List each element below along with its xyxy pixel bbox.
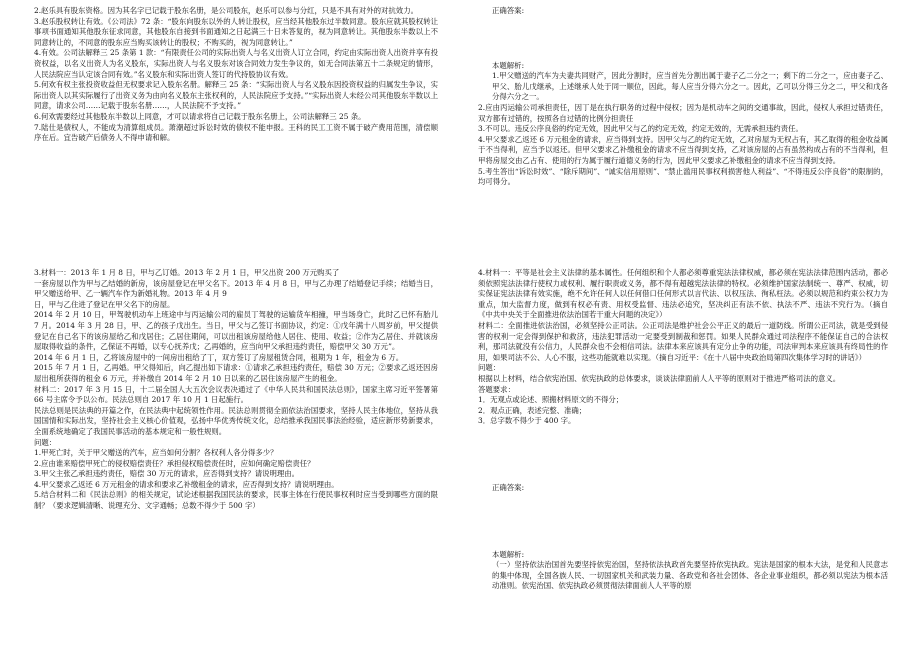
questions-heading: 问题： xyxy=(34,437,57,447)
text-paragraph: 2.应由丙运输公司承担责任，因丁是在执行职务的过程中侵权；因为是机动车之间的交通事故，因此，侵权人承担过错责任，双方都有过错的，按照各自过错的比例分担责任 xyxy=(478,102,888,123)
text-paragraph: 5.何欢有权主张投资收益但无权要求记入股东名册。解释三 25 条：“实际出资人与名义股东因投资权益的归属发生争议，实际出资人以其实际履行了出资义务为由向名义股东主张权利的，人民法院应予支持。”“实际出资人未经公司其他股东半数以上同意，请求公司……记载于股东名册……，人民法院不予支持。” xyxy=(34,80,438,111)
question-4-material xyxy=(478,268,888,648)
requirement-item: 1．无观点或论述、照搬材料原文的不得分； xyxy=(478,395,624,405)
text-paragraph: （一）坚持依法治国首先要坚持依宪治国，坚持依法执政首先要坚持依宪执政。宪法是国家的根本大法，是党和人民意志的集中体现，全国各族人民、一切国家机关和武装力量、各政党和各社会团体、各企业事业组织，都必须以宪法为根本活动准则。依宪治国、依宪执政必须贯彻法律面前人人平等的原 xyxy=(492,560,888,591)
question-item: 2.应由谁来赔偿甲死亡的侵权赔偿责任？承担侵权赔偿责任时，应如何确定赔偿责任？ xyxy=(34,458,315,468)
text-paragraph: 材料二：全面推进依法治国，必须坚持公正司法。公正司法是维护社会公平正义的最后一道防线。所谓公正司法，就是受到侵害的权利一定会得到保护和救济，违法犯罪活动一定要受到制裁和惩罚。如果人民群众通过司法程序不能保证自己的合法权利，那司法就没有公信力，人民群众也不会相信司法。法律本来应该具有定分止争的功能，司法审判本来应该具有终局性的作用，如果司法不公、人心不服，这些功能就难以实现。（摘自习近平：《在十八届中央政治局第四次集体学习时的讲话》） xyxy=(478,320,888,362)
text-paragraph: 3.材料一：2013 年 1 月 8 日，甲与乙订婚。2013 年 2 月 1 日，甲父出资 200 万元购买了 xyxy=(34,268,340,277)
text-paragraph: 4.材料一：平等是社会主义法律的基本属性。任何组织和个人都必须尊重宪法法律权威，都必须在宪法法律范围内活动，都必须依照宪法法律行使权力或权利、履行职责或义务，都不得有超越宪法法律的特权。必须维护国家法制统一、尊严、权威，切实保证宪法法律有效实施，绝不允许任何人以任何借口任何形式以言代法、以权压法、徇私枉法。必须以规范和约束公权力为重点，加大监督力度，做到有权必有责、用权受监督、违法必追究，坚决纠正有法不依、执法不严、违法不究行为。（摘自《中共中央关于全面推进依法治国若干重大问题的决定》） xyxy=(478,268,888,320)
question-item: 1.甲死亡时，关于甲父赠送的汽车，应当如何分割？各权利人各分得多少？ xyxy=(34,448,278,458)
correct-answer-label: 正确答案: xyxy=(492,482,525,492)
question-item: 4.甲父要求乙返还 6 万元租金的请求和要求乙补缴租金的请求，应否得到支持？请说明理由。 xyxy=(34,479,339,489)
text-paragraph: 民法总则是民法典的开篇之作，在民法典中起统领性作用。民法总则贯彻全面依法治国要求，坚持人民主体地位，坚持从我国国情和实际出发，坚持社会主义核心价值观，弘扬中华优秀传统文化，总结推承我国民事法治经验，适应新形势新要求，全面系统地确定了我国民事活动的基本规定和一般性规则。 xyxy=(34,405,438,436)
text-paragraph: 2.赵乐具有股东资格。因为其名字已记载于股东名册，是公司股东，赵乐可以参与分红，只是不具有对外的对抗效力。 xyxy=(34,6,418,15)
correct-answer-label: 正确答案: xyxy=(492,6,525,15)
question-3-material xyxy=(34,268,438,648)
text-paragraph: 3.赵乐股权转让有效。《公司法》72 条：“股东向股东以外的人转让股权，应当经其他股东过半数同意。股东应就其股权转让事项书面通知其他股东征求同意，其他股东自接到书面通知之日起满三十日未答复的，视为同意转让。其他股东半数以上不同意转让的，不同意的股东应当购买该转让的股权；不购买的，视为同意转让。” xyxy=(34,16,438,47)
text-paragraph: 2014 年 6 月 1 日，乙将该房屋中的一间房出租给了丁，双方签订了房屋租赁合同，租期为 1 年，租金为 6 万。 xyxy=(34,352,404,362)
questions-heading: 问题： xyxy=(478,363,501,373)
text-paragraph: 1.甲父赠送的汽车为夫妻共同财产，因此分割时，应当首先分割出属于妻子乙二分之一；剩下的二分之一，应由妻子乙、甲父、胎儿戊继承，上述继承人处于同一顺位，因此，每人应当分得六分之一。因此，乙可以分得三分之二，甲父和戊各分得六分之一。 xyxy=(492,71,888,102)
text-paragraph: 2014 年 2 月 10 日，甲驾驶机动车上班途中与丙运输公司的雇员丁驾驶的运输货车相撞，甲当场身亡，此时乙已怀有胎儿 7 月。2014 年 3 月 28 日，甲、乙的孩子戊出生。当日，甲父与乙签订书面协议，约定：①戊年满十八周岁前，甲父提供登记在自己名下的该房屋给乙和戊居住；乙居住期间，可以出租该房屋给他人居住、使用、收益；②作为乙居住、并就该房屋取得收益的条件，乙保证不再婚，以专心抚养戊；乙再婚的，应当向甲父承担违约责任，赔偿甲父 30 万元”。 xyxy=(34,310,438,352)
text-paragraph: 4.有效。公司法解释三 25 条第 1 款：“有限责任公司的实际出资人与名义出资人订立合同，约定由实际出资人出资并享有投资权益，以名义出资人为名义股东，实际出资人与名义股东对该合同效力发生争议的，如无合同法第五十二条规定的情形，人民法院应当认定该合同有效。”名义股东和实际出资人签订的代持股协议有效。 xyxy=(34,48,438,79)
analysis-label: 本题解析: xyxy=(492,60,525,70)
text-paragraph: 一套房屋以作为甲与乙结婚的新房，该房屋登记在甲父名下。2013 年 4 月 8 日，甲与乙办理了结婚登记手续；结婚当日，甲父赠送给甲、乙一辆汽车作为新婚礼物。2013 年 4 月 9 xyxy=(34,278,438,299)
text-paragraph: 7.陆仕是债权人，不能成为清算组成员。萧潮超过诉讼时效的债权不能申报。王科的民工工资不属于破产费用范围，清偿顺序在后。宜告破产后债务人不得申请和解。 xyxy=(34,122,438,143)
text-paragraph: 5.考生答出“诉讼时效”、“除斥期间”、“诚实信用原则”、“禁止滥用民事权利损害他人利益”、“不得违反公序良俗”的限制的，均可得分。 xyxy=(478,166,888,187)
question-item: 根据以上材料，结合依宪治国、依宪执政的总体要求，谈谈法律面前人人平等的原则对于推进严格司法的意义。 xyxy=(478,373,841,383)
text-paragraph: 6.何欢需要经过其他股东半数以上同意，才可以请求将自己记载于股东名册上，公司法解释三 25 条。 xyxy=(34,111,366,121)
text-paragraph: 日，甲与乙住进了登记在甲父名下的房屋。 xyxy=(34,299,175,309)
text-paragraph: 材料二：2017 年 3 月 15 日，十二届全国人大五次会议表决通过了《中华人民共和国民法总则》，国家主席习近平签署第 66 号主席令予以公布。民法总则自 2017 年 10 月 1 日起施行。 xyxy=(34,384,438,405)
requirements-heading: 答题要求： xyxy=(478,384,515,394)
answer-section-civil-law xyxy=(478,6,888,226)
text-paragraph: 3.不可以。违反公序良俗的约定无效，因此甲父与乙的约定无效，约定无效的，无需承担违约责任。 xyxy=(478,124,803,134)
requirement-item: 2．观点正确，表述完整、准确； xyxy=(478,405,587,415)
question-item: 5.结合材料二和《民法总则》的相关规定，试论述根据我国民法的要求，民事主体在行使民事权利时应当受到哪些方面的限制？（要求逻辑清晰、说理充分、文字通畅；总数不得少于 500 字） xyxy=(34,490,438,511)
analysis-label: 本题解析: xyxy=(492,549,525,559)
text-paragraph: 2015 年 7 月 1 日，乙再婚。甲父得知后，向乙提出如下请求：①请求乙承担违约责任，赔偿 30 万元；②要求乙返还因房屋出租所获得的租金 6 万元，并补缴自 2014 年 2 月 10 日以来的乙居住该房屋产生的租金。 xyxy=(34,363,438,383)
requirement-item: 3．总字数不得少于 400 字。 xyxy=(478,416,576,426)
text-paragraph: 4.甲父要求乙返还 6 万元租金的请求，应当得到支持。因甲父与乙的约定无效，乙对房屋为无权占有，其乙取得的租金收益属于不当得利，应当予以返还。但甲父要求乙补缴租金的请求不应当得到支持，乙对该房屋的占有虽然构成占有的不当得利，但甲将房屋交由乙占有、使用的行为属于履行道德义务的行为，因此甲父要求乙补缴租金的请求不应当得到支持。 xyxy=(478,134,888,165)
question-item: 3.甲父主张乙承担违约责任，赔偿 30 万元的请求，应否得到支持？请说明理由。 xyxy=(34,469,300,479)
answer-points-company-law xyxy=(34,6,438,226)
